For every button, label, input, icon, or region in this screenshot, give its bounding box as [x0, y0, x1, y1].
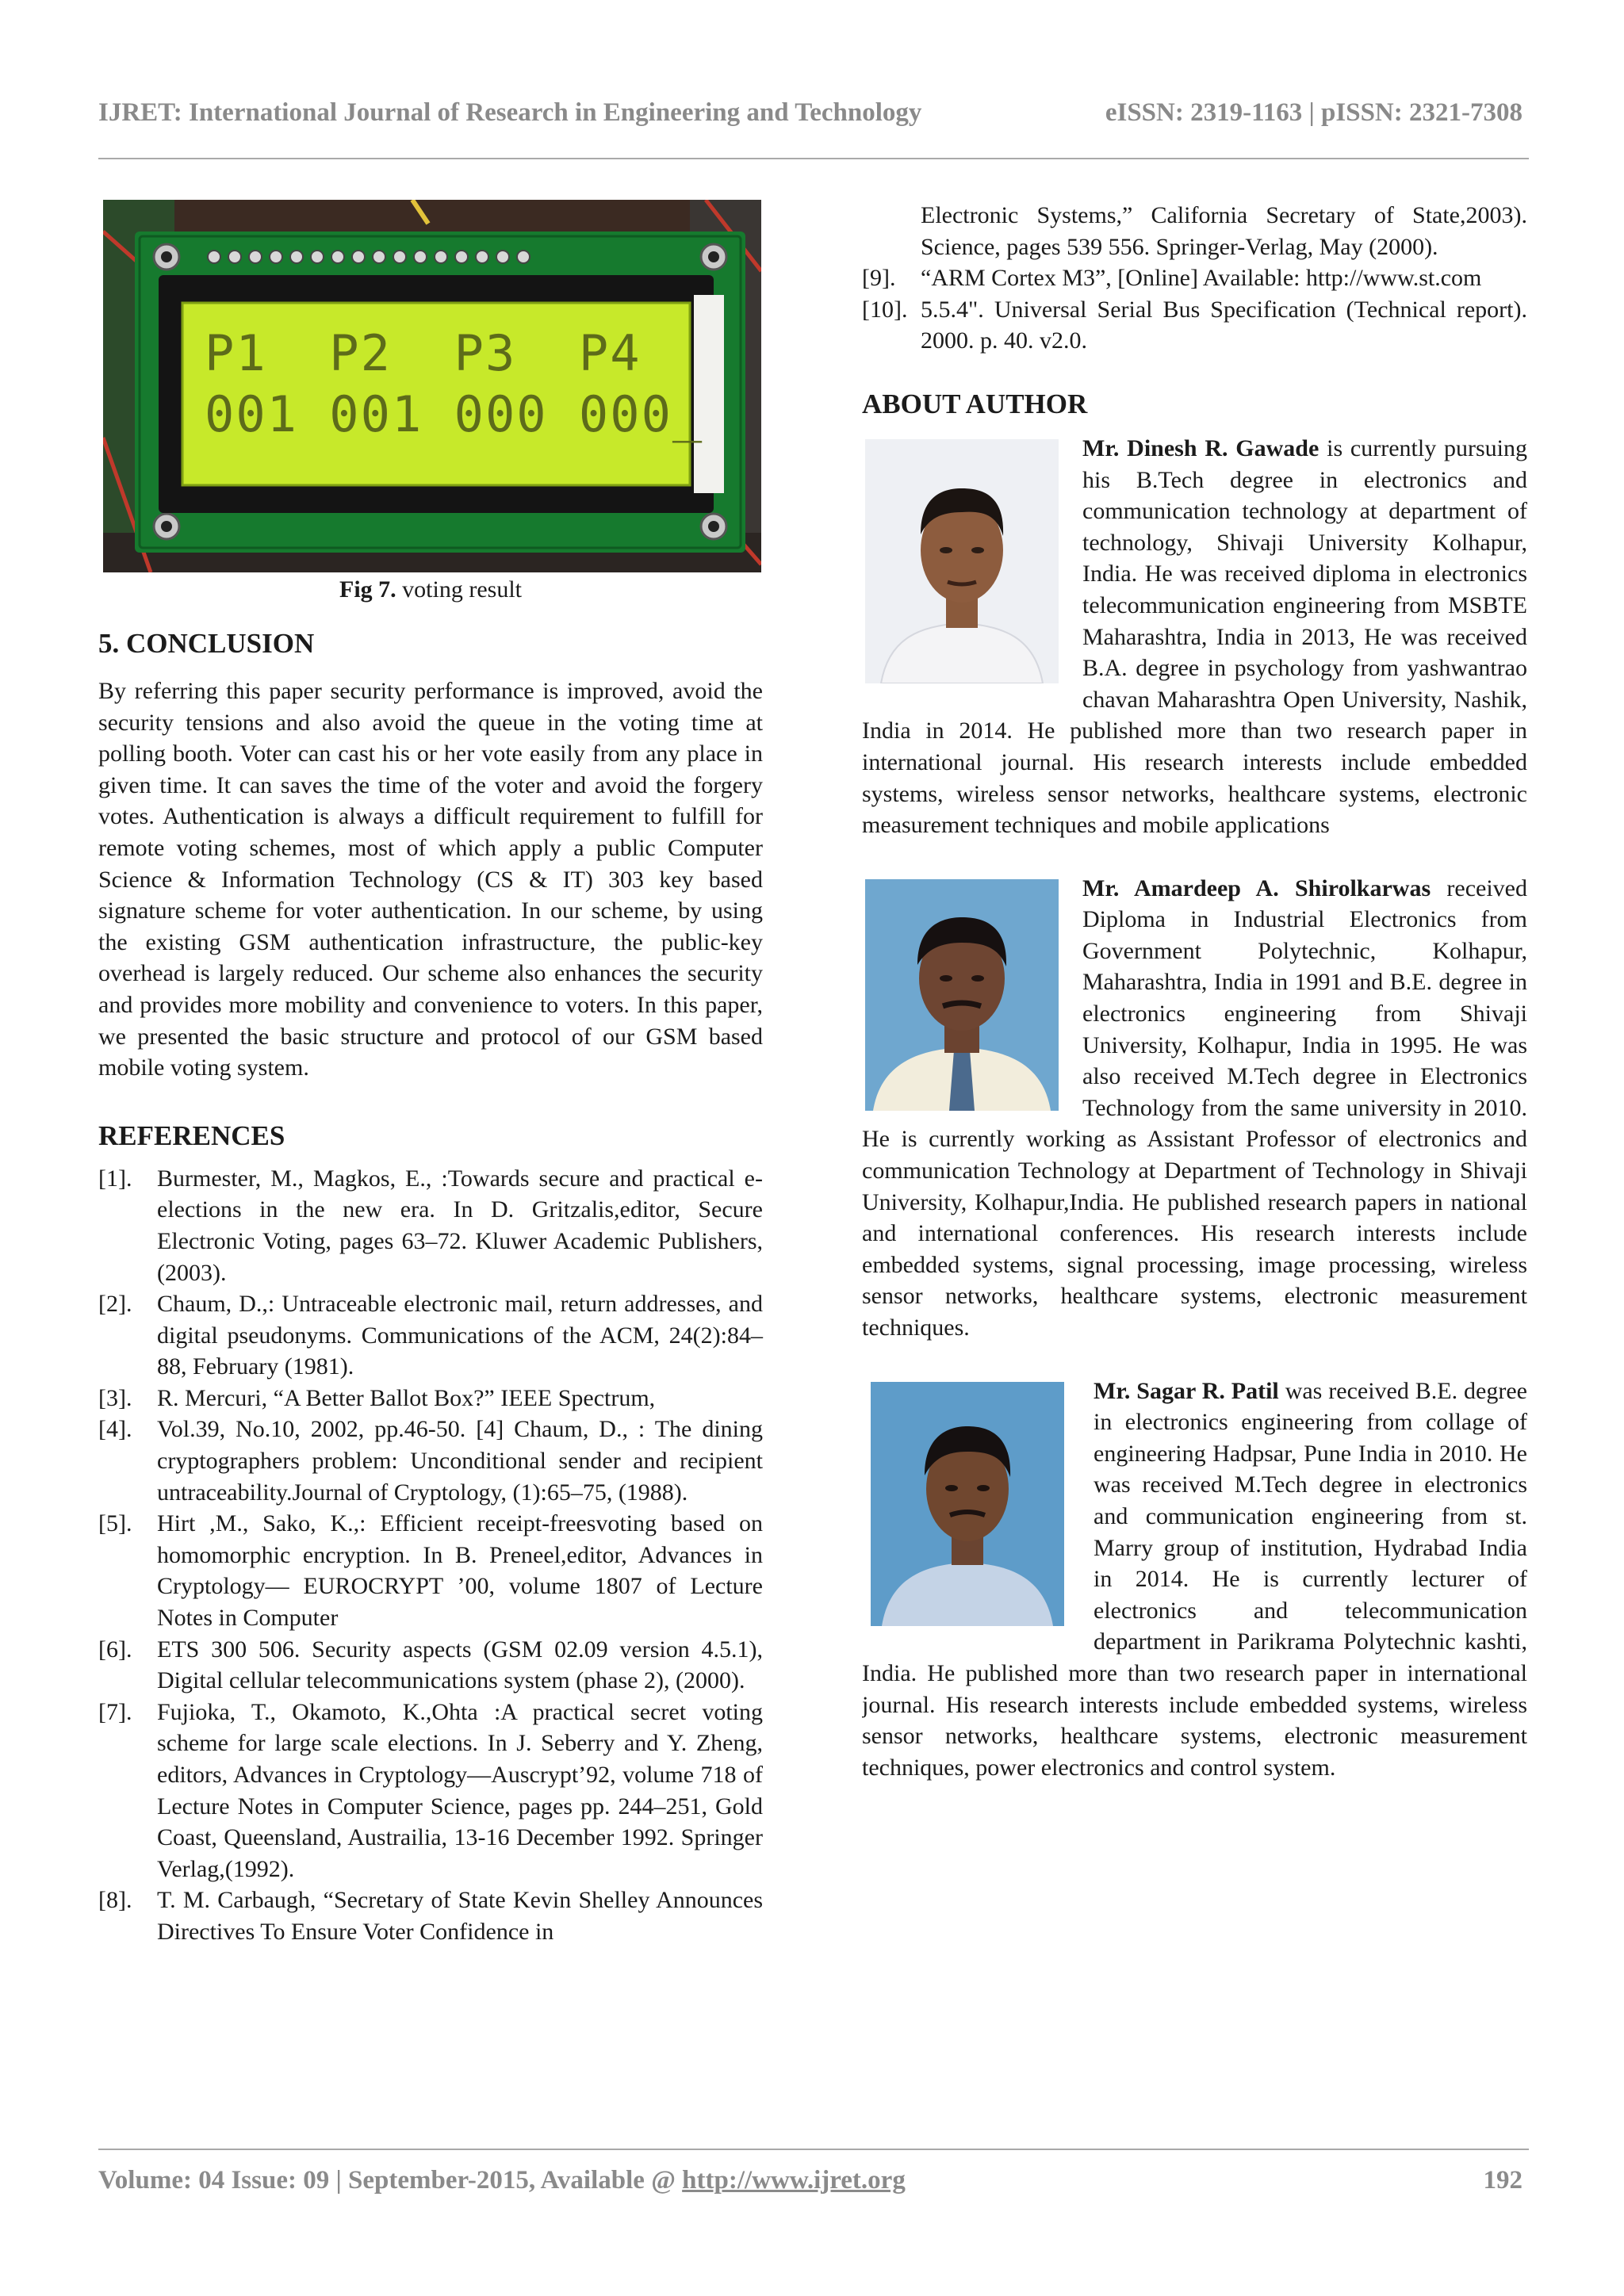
author-photo	[865, 439, 1059, 683]
lcd-line-1: P1 P2 P3 P4	[205, 324, 642, 382]
footer-text: Volume: 04 Issue: 09 | September-2015, Available @	[98, 2166, 683, 2195]
lcd-line-2: 001 001 000 000_	[205, 385, 704, 443]
reference-item	[98, 1383, 763, 1414]
reference-item	[98, 1885, 763, 1947]
reference-number: [2].	[98, 1291, 132, 1318]
author-name: Mr. Dinesh R. Gawade	[1082, 434, 1320, 461]
header-rule	[98, 158, 1529, 159]
reference-text: Chaum, D.,: Untraceable electronic mail, return addresses, and digital pseudonyms. Communications of the ACM, 24(2):84–88, February (1981).	[157, 1291, 763, 1380]
left-column	[98, 200, 763, 1948]
reference-item	[862, 294, 1527, 357]
references-heading: REFERENCES	[98, 1119, 285, 1151]
author-bio-text: received Diploma in Industrial Electronics from Government Polytechnic, Kolhapur, Maharashtra, India in 1991 and B.E. degree in electronics engineering from Shivaji University, Kolhapur, India in 1995. He was also received M.Tech degree in Electronics Technology from the same university in 2010. He is currently working as Assistant Professor of electronics and communication Technology at Department of Technology in Shivaji University, Kolhapur,India. He published research papers in national and international conferences. His research interests include embedded systems, signal processing, image processing, wireless sensor networks, healthcare systems, electronic measurement techniques.	[862, 874, 1527, 1341]
figure-caption	[98, 574, 763, 606]
footer-link[interactable]: http://www.ijret.org	[682, 2166, 906, 2195]
reference-number: [7].	[98, 1698, 132, 1725]
lcd-voting-photo	[103, 200, 761, 572]
author-photo	[865, 879, 1059, 1111]
reference-item	[98, 1508, 763, 1633]
issn-label: eISSN: 2319-1163 | pISSN: 2321-7308	[1105, 98, 1522, 127]
figure-caption-label: Fig 7.	[339, 576, 396, 603]
about-author-heading: ABOUT AUTHOR	[862, 388, 1088, 419]
references-list	[98, 1163, 763, 1948]
references-list-continued	[862, 262, 1527, 357]
reference-number: [10].	[862, 296, 908, 323]
right-column	[862, 200, 1527, 1783]
reference-item	[98, 1288, 763, 1383]
reference-text: T. M. Carbaugh, “Secretary of State Kevin Shelley Announces Directives To Ensure Voter Confidence in	[157, 1887, 763, 1945]
reference-text: “ARM Cortex M3”, [Online] Available: http://www.st.com	[921, 265, 1482, 292]
author-bio-text: was received B.E. degree in electronics engineering from collage of engineering Hadpsar, Pune India in 2010. He was received M.Tech degree in electronics and communication engineering from st. Marry group of institution, Hydrabad India in 2014. He is currently lecturer of electronics and telecommunication department in Parikrama Polytechnic kashti, India. He published more than two research paper in international journal. His research interests include embedded systems, wireless sensor networks, healthcare systems, electronic measurement techniques, power electronics and control system.	[862, 1377, 1527, 1781]
reference-text: R. Mercuri, “A Better Ballot Box?” IEEE Spectrum,	[157, 1384, 656, 1411]
author-photo	[865, 1382, 1070, 1626]
author-bio-text: is currently pursuing his B.Tech degree in electronics and communication technology at department of technology, Shivaji University Kolhapur, India. He was received diploma in electronics telecommunication engineering from MSBTE Maharashtra, India in 2013, He was received B.A. degree in psychology from yashwantrao chavan Maharashtra Open University, Nashik, India in 2014. He published more than two research paper in international journal. His research interests include embedded systems, wireless sensor networks, healthcare systems, electronic measurement techniques and mobile applications	[862, 434, 1527, 839]
reference-text: 5.5.4". Universal Serial Bus Specification (Technical report). 2000. p. 40. v2.0.	[921, 296, 1527, 354]
journal-title: IJRET: International Journal of Research in Engineering and Technology	[98, 98, 922, 127]
reference-number: [6].	[98, 1636, 132, 1663]
page-number: 192	[1483, 2166, 1522, 2195]
conclusion-heading: 5. CONCLUSION	[98, 628, 315, 659]
author-name: Mr. Sagar R. Patil	[1094, 1377, 1279, 1404]
reference-item	[862, 262, 1527, 294]
reference-number: [8].	[98, 1887, 132, 1914]
reference-number: [5].	[98, 1510, 132, 1537]
author-block	[862, 1376, 1527, 1784]
reference-number: [1].	[98, 1165, 132, 1192]
author-block	[862, 433, 1527, 841]
author-block	[862, 873, 1527, 1344]
reference-number: [9].	[862, 265, 896, 292]
reference-text: Vol.39, No.10, 2002, pp.46-50. [4] Chaum, D., : The dining cryptographers problem: Unconditional sender and recipient untraceability.Journal of Cryptology, (1):65–75, (1988).	[157, 1416, 763, 1506]
conclusion-text: By referring this paper security performance is improved, avoid the security tensions and also avoid the queue in the voting time at polling booth. Voter can cast his or her vote easily from any place in given time. It can saves the time of the voter and avoid the forgery votes. Authentication is always a difficult requirement to fulfill for remote voting schemes, most of which apply a public Computer Science & Information Technology (CS & IT) 303 key based signature scheme for voter authentication. In our scheme, by using the existing GSM authentication infrastructure, the public-key overhead is largely reduced. Our scheme also enhances the security and provides more mobility and convenience to voters. In this paper, we presented the basic structure and protocol of our GSM based mobile voting system.	[98, 678, 763, 1081]
reference-continuation: Electronic Systems,” California Secretary of State,2003). Science, pages 539 556. Springer-Verlag, May (2000).	[921, 202, 1527, 260]
figure-caption-text: voting result	[396, 576, 522, 603]
author-name: Mr. Amardeep A. Shirolkarwas	[1082, 874, 1431, 901]
reference-item	[98, 1697, 763, 1885]
reference-text: Burmester, M., Magkos, E., :Towards secure and practical e-elections in the new era. In D. Gritzalis,editor, Secure Electronic Voting, pages 63–72. Kluwer Academic Publishers, (2003).	[157, 1165, 763, 1286]
reference-text: ETS 300 506. Security aspects (GSM 02.09 version 4.5.1), Digital cellular telecommunications system (phase 2), (2000).	[157, 1636, 763, 1694]
reference-text: Fujioka, T., Okamoto, K.,Ohta :A practical secret voting scheme for large scale elections. In J. Seberry and Y. Zheng, editors, Advances in Cryptology—Auscrypt’92, volume 718 of Lecture Notes in Computer Science, pages pp. 244–251, Gold Coast, Queensland, Austrailia, 13-16 December 1992. Springer Verlag,(1992).	[157, 1698, 763, 1882]
reference-text: Hirt ,M., Sako, K.,: Efficient receipt-freesvoting based on homomorphic encryption. In B. Preneel,editor, Advances in Cryptology— EUROCRYPT ’00, volume 1807 of Lecture Notes in Computer	[157, 1510, 763, 1632]
reference-item	[98, 1414, 763, 1508]
reference-number: [4].	[98, 1416, 132, 1443]
reference-item	[98, 1163, 763, 1288]
footer-volume-info	[98, 2166, 906, 2195]
footer-rule	[98, 2149, 1529, 2150]
reference-item	[98, 1634, 763, 1697]
reference-number: [3].	[98, 1384, 132, 1411]
